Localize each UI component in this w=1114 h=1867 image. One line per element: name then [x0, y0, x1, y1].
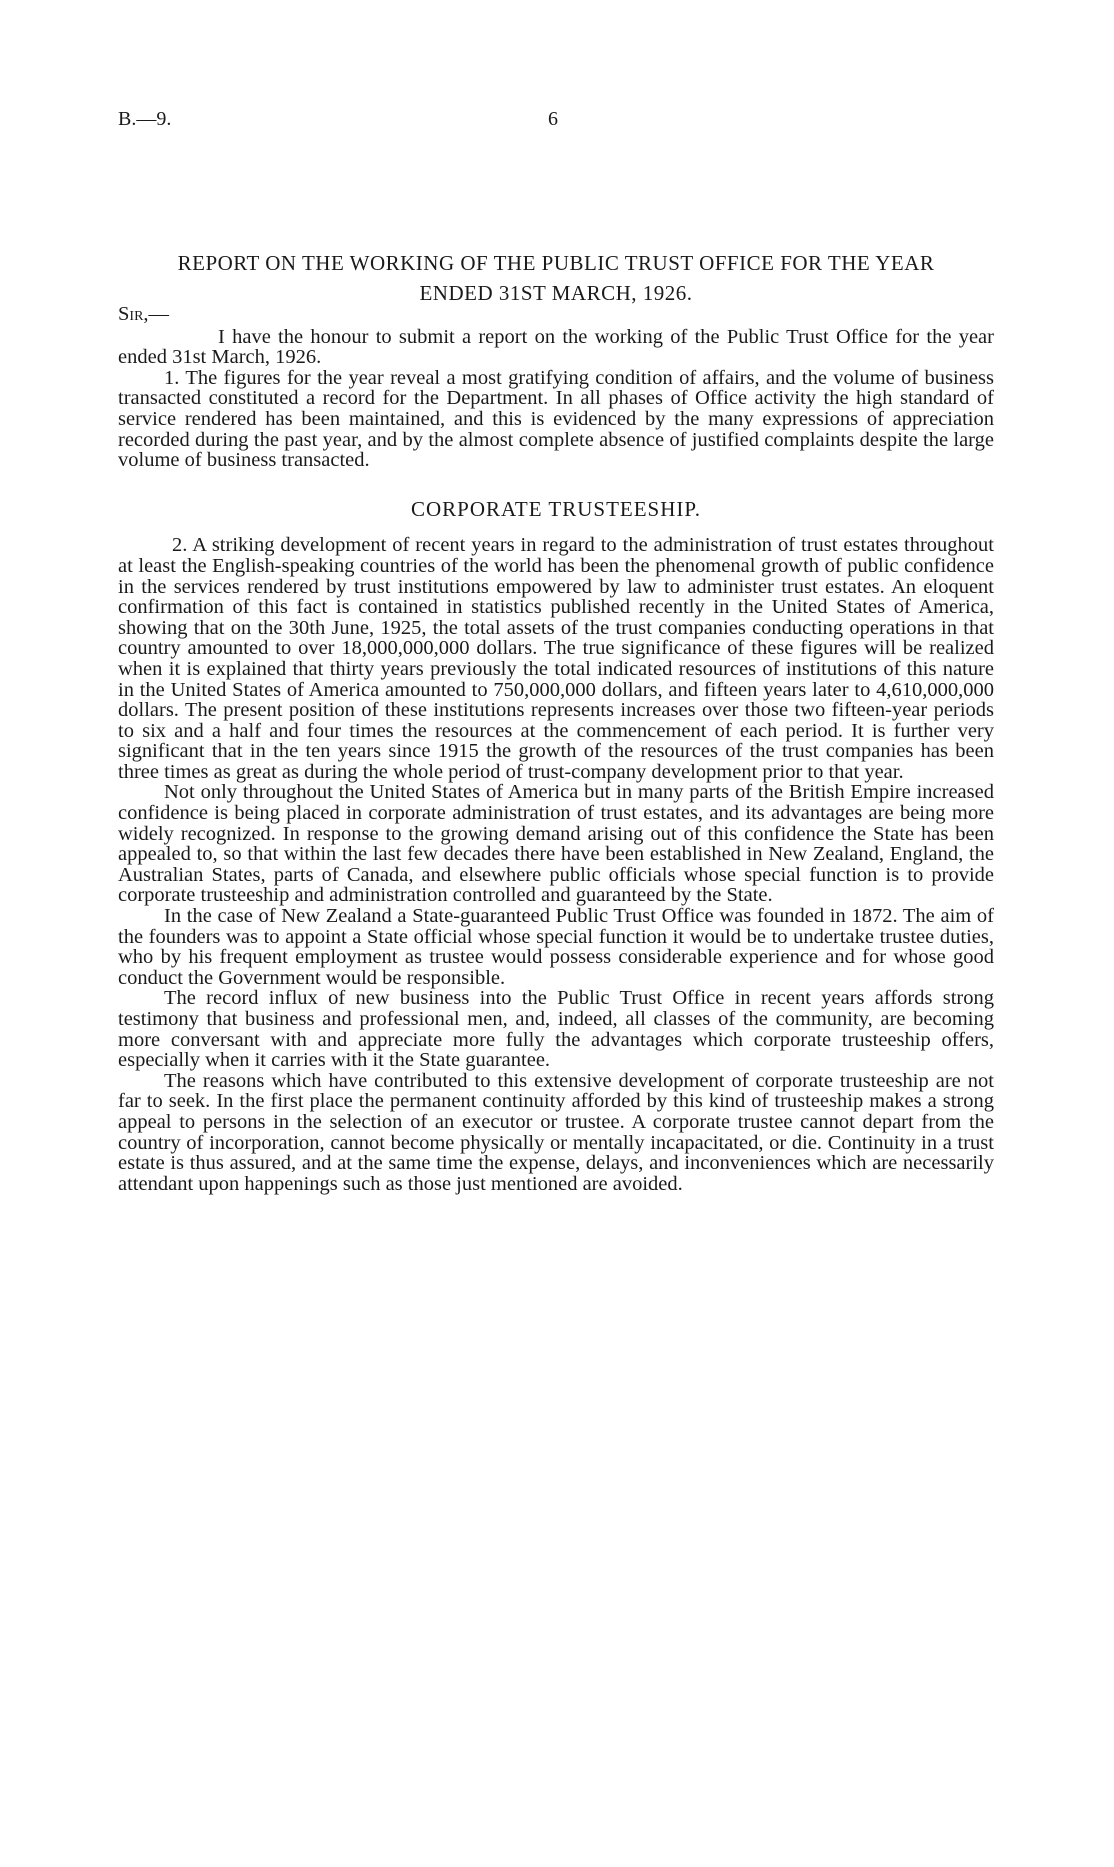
salutation: Sir,— — [118, 303, 170, 325]
report-title-line-1: REPORT ON THE WORKING OF THE PUBLIC TRUST OFFICE FOR THE YEAR — [177, 251, 935, 275]
running-header — [0, 108, 1114, 138]
paragraph-2: 2. A striking development of recent years in regard to the administration of trust estates throughout at least the English-speaking countries of the world has been the phenomenal growth of public confidence in the services rendered by trust institutions empowered by law to administer trust estates. An eloquent confirmation of this fact is contained in statistics published recently in the United States of America, showing that on the 30th June, 1925, the total assets of the trust companies conducting operations in that country amounted to over 18,000,000,000 dollars. The true significance of these figures will be realized when it is explained that thirty years previously the total indicated resources of institutions of this nature in the United States of America amounted to 750,000,000 dollars, and fifteen years later to 4,610,000,000 dollars. The present position of these institutions represents increases over those two fifteen-year periods to six and a half and four times the resources at the commencement of each period. It is further very significant that in the ten years since 1915 the growth of the resources of the trust companies has been three times as great as during the whole period of trust-company development prior to that year. — [118, 534, 994, 783]
page-number: 6 — [548, 108, 558, 130]
paragraph-new-zealand: In the case of New Zealand a State-guaranteed Public Trust Office was founded in 1872. The aim of the founders was to appoint a State official whose special function it would be to undertake trustee duties, who by his frequent employment as trustee would possess considerable experience and for whose good conduct the Government would be responsible. — [118, 905, 994, 989]
report-title — [118, 248, 994, 308]
body-text — [118, 248, 994, 1194]
report-title-line-2: ENDED 31ST MARCH, 1926. — [419, 281, 693, 305]
section-heading: CORPORATE TRUSTEESHIP. — [411, 496, 701, 521]
intro-paragraph: I have the honour to submit a report on the working of the Public Trust Office for the year ended 31st March, 1926. — [118, 325, 994, 369]
paragraph-reasons: The reasons which have contributed to this extensive development of corporate trusteeship are not far to seek. In the first place the permanent continuity afforded by this kind of trusteeship makes a strong appeal to persons in the selection of an executor or trustee. A corporate trustee cannot depart from the country of incorporation, cannot become physically or mentally incapacitated, or die. Continuity in a trust estate is thus assured, and at the same time the expense, delays, and inconveniences which are necessarily attendant upon happenings such as those just mentioned are avoided. — [118, 1069, 994, 1195]
paper-reference: B.—9. — [118, 108, 172, 130]
paragraph-british-empire: Not only throughout the United States of America but in many parts of the British Empire increased confidence is being placed in corporate administration of trust estates, and its advantages are being more widely recognized. In response to the growing demand arising out of this confidence the State has been appealed to, so that within the last few decades there have been established in New Zealand, England, the Australian States, parts of Canada, and elsewhere public officials whose special function is to provide corporate trusteeship and administration controlled and guaranteed by the State. — [118, 781, 994, 907]
paragraph-record-influx: The record influx of new business into the Public Trust Office in recent years affords strong testimony that business and professional men, and, indeed, all classes of the community, are becoming more conversant with and appreciate more fully the advantages which corporate trusteeship offers, especially when it carries with it the State guarantee. — [118, 987, 994, 1072]
paragraph-1: 1. The figures for the year reveal a most gratifying condition of affairs, and the volume of business transacted constituted a record for the Department. In all phases of Office activity the high standard of service rendered has been maintained, and this is evidenced by the many expressions of appreciation recorded during the past year, and by the almost complete absence of justified complaints despite the large volume of business transacted. — [118, 366, 994, 472]
